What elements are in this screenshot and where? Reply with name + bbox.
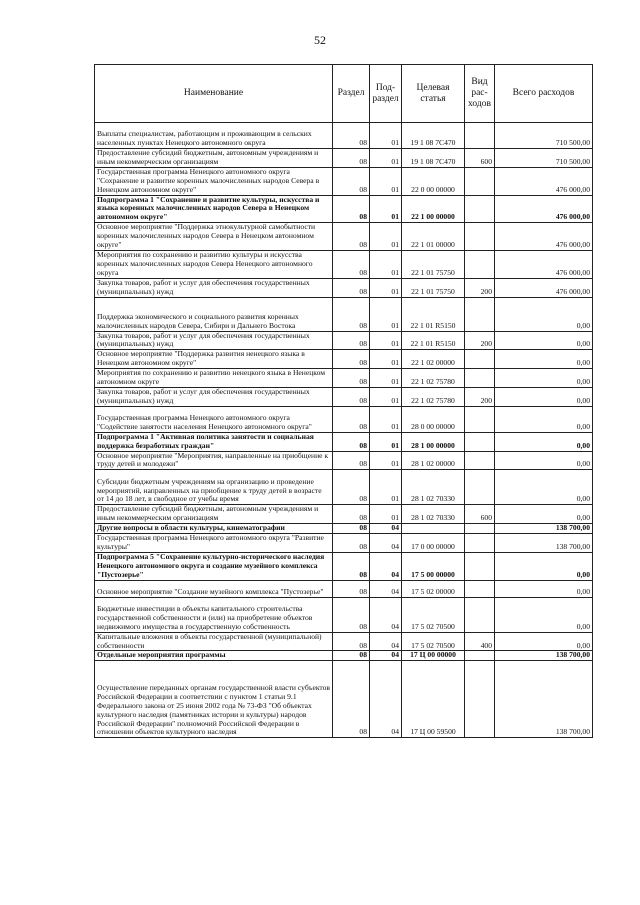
- row-target-code: 22 1 01 R5150: [402, 331, 465, 350]
- row-amount: 138 700,00: [495, 524, 593, 534]
- row-subsection: 04: [370, 534, 402, 553]
- row-section: 08: [333, 632, 370, 651]
- row-amount: 476 000,00: [495, 223, 593, 251]
- row-name: Выплаты специалистам, работающим и проживающим в сельских населенных пунктах Ненецкого автономного округа: [95, 123, 333, 149]
- row-amount: 476 000,00: [495, 278, 593, 297]
- row-amount: 0,00: [495, 597, 593, 632]
- row-section: 08: [333, 387, 370, 406]
- row-target-code: [402, 524, 465, 534]
- row-expense-type: [465, 534, 495, 553]
- row-target-code: 22 1 01 R5150: [402, 297, 465, 331]
- row-target-code: 17 0 00 00000: [402, 534, 465, 553]
- row-target-code: 28 0 00 00000: [402, 406, 465, 432]
- table-row: [95, 297, 593, 331]
- row-subsection: 04: [370, 651, 402, 661]
- row-amount: 476 000,00: [495, 195, 593, 223]
- row-name: Закупка товаров, работ и услуг для обеспечения государственных (муниципальных) нужд: [95, 331, 333, 350]
- row-name: Основное мероприятие "Создание музейного комплекса "Пустозерье": [95, 580, 333, 597]
- header-target: Целевая статья: [402, 65, 465, 123]
- row-amount: 0,00: [495, 505, 593, 524]
- row-section: 08: [333, 123, 370, 149]
- row-target-code: 17 Ц 00 59500: [402, 661, 465, 738]
- table-row: [95, 552, 593, 580]
- row-name: Основное мероприятие "Поддержка развития ненецкого языка в Ненецком автономном округе": [95, 350, 333, 369]
- row-section: 08: [333, 580, 370, 597]
- row-target-code: 17 5 02 70500: [402, 597, 465, 632]
- row-target-code: 22 1 01 00000: [402, 223, 465, 251]
- budget-table: [94, 64, 593, 738]
- table-row: [95, 278, 593, 297]
- header-total: Всего расходов: [495, 65, 593, 123]
- row-subsection: 04: [370, 597, 402, 632]
- table-row: [95, 524, 593, 534]
- row-expense-type: [465, 451, 495, 470]
- row-expense-type: [465, 406, 495, 432]
- row-expense-type: [465, 250, 495, 278]
- row-section: 08: [333, 524, 370, 534]
- row-expense-type: [465, 123, 495, 149]
- page-number: 52: [314, 33, 326, 47]
- row-expense-type: 200: [465, 278, 495, 297]
- row-expense-type: [465, 432, 495, 451]
- table-row: [95, 195, 593, 223]
- row-amount: 0,00: [495, 406, 593, 432]
- row-expense-type: 400: [465, 632, 495, 651]
- row-name: Мероприятия по сохранению и развитию ненецкого языка в Ненецком автономном округе: [95, 369, 333, 388]
- row-target-code: 17 5 02 00000: [402, 580, 465, 597]
- row-name: Мероприятия по сохранению и развитию культуры и искусства коренных малочисленных народов Севера Ненецкого автономного округа: [95, 250, 333, 278]
- row-name: Подпрограмма 5 "Сохранение культурно-исторического наследия Ненецкого автономного округа и создание музейного комплекса "Пустозерье": [95, 552, 333, 580]
- row-subsection: 04: [370, 580, 402, 597]
- row-target-code: 22 1 01 75750: [402, 278, 465, 297]
- header-section: Раздел: [333, 65, 370, 123]
- row-amount: 0,00: [495, 552, 593, 580]
- row-expense-type: 200: [465, 387, 495, 406]
- row-subsection: 01: [370, 406, 402, 432]
- table-row: [95, 632, 593, 651]
- row-amount: 138 700,00: [495, 661, 593, 738]
- row-target-code: 28 1 02 70330: [402, 470, 465, 505]
- row-amount: 710 500,00: [495, 123, 593, 149]
- row-expense-type: [465, 651, 495, 661]
- row-name: Государственная программа Ненецкого автономного округа "Сохранение и развитие коренных малочисленных народов Севера в Ненецком автономном округе": [95, 167, 333, 195]
- table-row: [95, 505, 593, 524]
- row-amount: 0,00: [495, 632, 593, 651]
- row-section: 08: [333, 552, 370, 580]
- header-name: Наименование: [95, 65, 333, 123]
- row-subsection: 04: [370, 552, 402, 580]
- row-subsection: 01: [370, 297, 402, 331]
- row-expense-type: [465, 167, 495, 195]
- row-target-code: 17 5 02 70500: [402, 632, 465, 651]
- row-expense-type: [465, 195, 495, 223]
- row-name: Отдельные мероприятия программы: [95, 651, 333, 661]
- row-expense-type: [465, 223, 495, 251]
- row-subsection: 01: [370, 278, 402, 297]
- row-amount: 0,00: [495, 580, 593, 597]
- row-name: Подпрограмма 1 "Сохранение и развитие культуры, искусства и языка коренных малочисленных народов Севера в Ненецком автономном округе": [95, 195, 333, 223]
- row-subsection: 01: [370, 167, 402, 195]
- table-row: [95, 387, 593, 406]
- row-section: 08: [333, 195, 370, 223]
- row-section: 08: [333, 167, 370, 195]
- row-name: Основное мероприятие "Поддержка этнокультурной самобытности коренных малочисленных народов Севера в Ненецком автономном округе": [95, 223, 333, 251]
- row-subsection: 04: [370, 661, 402, 738]
- row-expense-type: [465, 297, 495, 331]
- row-section: 08: [333, 278, 370, 297]
- row-section: 08: [333, 369, 370, 388]
- row-expense-type: 600: [465, 505, 495, 524]
- table-row: [95, 406, 593, 432]
- row-expense-type: 200: [465, 331, 495, 350]
- row-subsection: 01: [370, 331, 402, 350]
- table-row: [95, 167, 593, 195]
- row-subsection: 01: [370, 223, 402, 251]
- row-amount: 0,00: [495, 331, 593, 350]
- table-header-row: [95, 65, 593, 123]
- row-subsection: 01: [370, 451, 402, 470]
- row-section: 08: [333, 297, 370, 331]
- row-target-code: 19 1 08 7С470: [402, 123, 465, 149]
- table-row: [95, 250, 593, 278]
- table-row: [95, 661, 593, 738]
- row-name: Государственная программа Ненецкого автономного округа "Развитие культуры": [95, 534, 333, 553]
- row-target-code: 17 5 00 00000: [402, 552, 465, 580]
- row-section: 08: [333, 406, 370, 432]
- row-amount: 0,00: [495, 297, 593, 331]
- row-name: Бюджетные инвестиции в объекты капитального строительства государственной собственности и (или) на приобретение объектов недвижимого имущества в государственную собственность: [95, 597, 333, 632]
- row-name: Предоставление субсидий бюджетным, автономным учреждениям и иным некоммерческим организациям: [95, 505, 333, 524]
- table-row: [95, 597, 593, 632]
- row-name: Субсидии бюджетным учреждениям на организацию и проведение мероприятий, направленных на приобщение к труду детей в возрасте от 14 до 18 лет, в свободное от учебы время: [95, 470, 333, 505]
- row-section: 08: [333, 470, 370, 505]
- table-row: [95, 149, 593, 168]
- table-row: [95, 350, 593, 369]
- row-section: 08: [333, 451, 370, 470]
- row-target-code: 28 1 02 00000: [402, 451, 465, 470]
- header-subsection: Под- раздел: [370, 65, 402, 123]
- row-amount: 0,00: [495, 470, 593, 505]
- row-subsection: 01: [370, 250, 402, 278]
- row-expense-type: [465, 661, 495, 738]
- row-section: 08: [333, 534, 370, 553]
- row-amount: 138 700,00: [495, 651, 593, 661]
- row-subsection: 01: [370, 195, 402, 223]
- table-row: [95, 580, 593, 597]
- row-expense-type: 600: [465, 149, 495, 168]
- row-amount: 476 000,00: [495, 250, 593, 278]
- row-amount: 0,00: [495, 387, 593, 406]
- row-target-code: 22 1 01 75750: [402, 250, 465, 278]
- row-name: Капитальные вложения в объекты государственной (муниципальной) собственности: [95, 632, 333, 651]
- row-section: 08: [333, 597, 370, 632]
- row-expense-type: [465, 524, 495, 534]
- row-expense-type: [465, 552, 495, 580]
- row-target-code: 22 0 00 00000: [402, 167, 465, 195]
- row-subsection: 01: [370, 432, 402, 451]
- row-section: 08: [333, 149, 370, 168]
- row-name: Поддержка экономического и социального развития коренных малочисленных народов Севера, Сибири и Дальнего Востока: [95, 297, 333, 331]
- row-subsection: 04: [370, 524, 402, 534]
- row-section: 08: [333, 661, 370, 738]
- row-amount: 0,00: [495, 350, 593, 369]
- row-amount: 0,00: [495, 369, 593, 388]
- row-target-code: 22 1 02 75780: [402, 369, 465, 388]
- row-subsection: 01: [370, 350, 402, 369]
- row-subsection: 04: [370, 632, 402, 651]
- row-subsection: 01: [370, 369, 402, 388]
- table-row: [95, 432, 593, 451]
- row-name: Государственная программа Ненецкого автономного округа "Содействие занятости населения Ненецкого автономного округа": [95, 406, 333, 432]
- row-name: Основное мероприятие "Мероприятия, направленные на приобщение к труду детей и молодежи": [95, 451, 333, 470]
- table-row: [95, 123, 593, 149]
- row-subsection: 01: [370, 505, 402, 524]
- row-expense-type: [465, 470, 495, 505]
- row-subsection: 01: [370, 387, 402, 406]
- row-subsection: 01: [370, 123, 402, 149]
- row-name: Закупка товаров, работ и услуг для обеспечения государственных (муниципальных) нужд: [95, 278, 333, 297]
- row-name: Закупка товаров, работ и услуг для обеспечения государственных (муниципальных) нужд: [95, 387, 333, 406]
- table-row: [95, 470, 593, 505]
- table-row: [95, 369, 593, 388]
- row-expense-type: [465, 580, 495, 597]
- row-expense-type: [465, 350, 495, 369]
- row-target-code: 17 Ц 00 00000: [402, 651, 465, 661]
- table-row: [95, 651, 593, 661]
- table-row: [95, 451, 593, 470]
- row-target-code: 22 1 02 75780: [402, 387, 465, 406]
- row-subsection: 01: [370, 470, 402, 505]
- row-subsection: 01: [370, 149, 402, 168]
- row-section: 08: [333, 223, 370, 251]
- table-row: [95, 534, 593, 553]
- table-row: [95, 331, 593, 350]
- row-target-code: 22 1 02 00000: [402, 350, 465, 369]
- row-section: 08: [333, 651, 370, 661]
- row-expense-type: [465, 597, 495, 632]
- row-expense-type: [465, 369, 495, 388]
- table-row: [95, 223, 593, 251]
- row-name: Осуществление переданных органам государственной власти субъектов Российской Федерации в соответствии с пунктом 1 статьи 9.1 Федерального закона от 25 июня 2002 года № 73-ФЗ "Об объектах культурного наследия (памятниках истории и культуры) народов Российской Федерации" полномочий Российской Федерации в отношении объектов культурного наследия: [95, 661, 333, 738]
- row-amount: 710 500,00: [495, 149, 593, 168]
- row-amount: 0,00: [495, 451, 593, 470]
- row-amount: 476 000,00: [495, 167, 593, 195]
- row-section: 08: [333, 350, 370, 369]
- row-section: 08: [333, 432, 370, 451]
- row-section: 08: [333, 505, 370, 524]
- row-name: Предоставление субсидий бюджетным, автономным учреждениям и иным некоммерческим организациям: [95, 149, 333, 168]
- header-expense-type: Вид рас- ходов: [465, 65, 495, 123]
- row-section: 08: [333, 331, 370, 350]
- row-target-code: 28 1 02 70330: [402, 505, 465, 524]
- row-amount: 0,00: [495, 432, 593, 451]
- row-section: 08: [333, 250, 370, 278]
- row-name: Подпрограмма 1 "Активная политика занятости и социальная поддержка безработных граждан": [95, 432, 333, 451]
- row-target-code: 19 1 08 7С470: [402, 149, 465, 168]
- row-target-code: 28 1 00 00000: [402, 432, 465, 451]
- row-target-code: 22 1 00 00000: [402, 195, 465, 223]
- row-name: Другие вопросы в области культуры, кинематографии: [95, 524, 333, 534]
- row-amount: 138 700,00: [495, 534, 593, 553]
